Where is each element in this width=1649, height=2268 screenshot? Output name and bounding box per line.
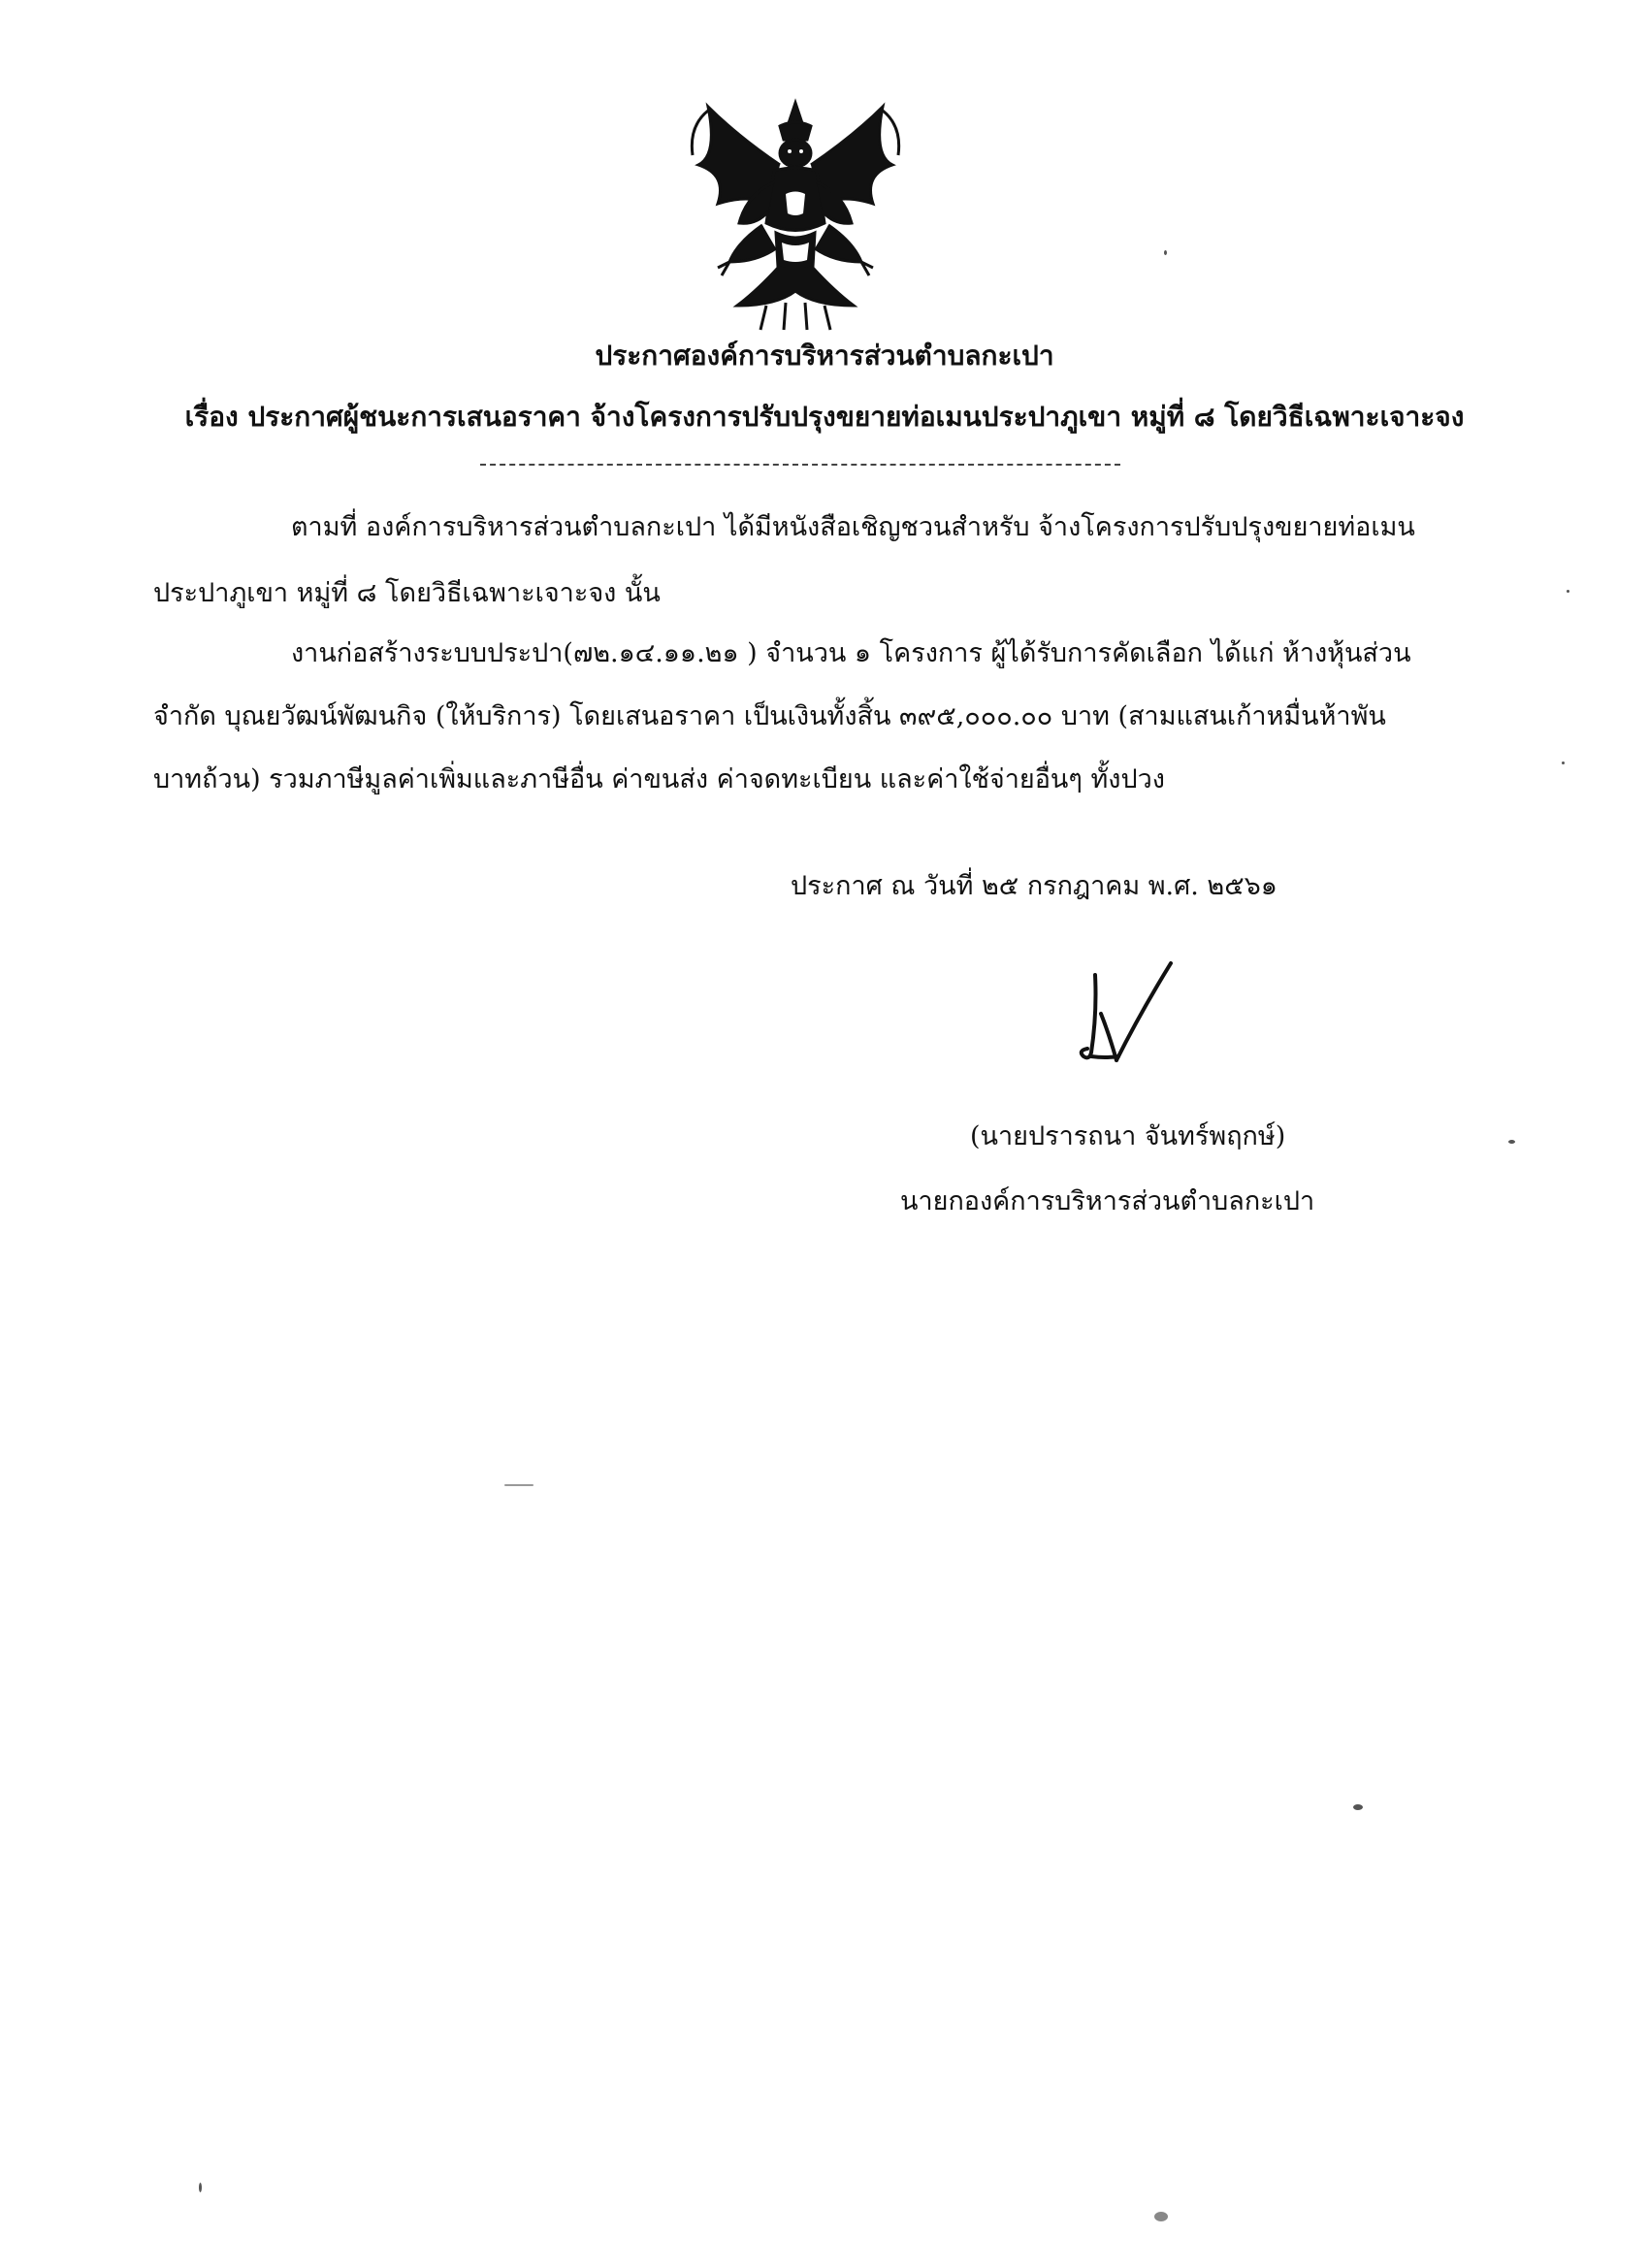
scan-speck	[1508, 1140, 1515, 1144]
paragraph-2-line-3: บาทถ้วน) รวมภาษีมูลค่าเพิ่มและภาษีอื่น ค่าขนส่ง ค่าจดทะเบียน และค่าใช้จ่ายอื่นๆ ทั้งปวง	[153, 764, 1165, 794]
scan-speck	[1164, 250, 1167, 255]
signer-title: นายกองค์การบริหารส่วนตำบลกะเปา	[900, 1186, 1315, 1216]
garuda-emblem-icon	[679, 97, 912, 335]
paragraph-2-line-2: จำกัด บุณยวัฒน์พัฒนกิจ (ให้บริการ) โดยเสนอราคา เป็นเงินทั้งสิ้น ๓๙๕,๐๐๐.๐๐ บาท (สามแสนเก้าหมื่นห้าพัน	[153, 701, 1386, 731]
scan-speck	[1562, 761, 1565, 764]
scan-speck	[199, 2183, 202, 2192]
scan-speck	[1353, 1804, 1363, 1810]
announcement-subject: เรื่อง ประกาศผู้ชนะการเสนอราคา จ้างโครงการปรับปรุงขยายท่อเมนประปาภูเขา หมู่ที่ ๘ โดยวิธีเฉพาะเจาะจง	[184, 401, 1465, 433]
scan-speck	[1567, 590, 1569, 593]
organization-title: ประกาศองค์การบริหารส่วนตำบลกะเปา	[595, 340, 1054, 372]
paragraph-1-line-2: ประปาภูเขา หมู่ที่ ๘ โดยวิธีเฉพาะเจาะจง นั้น	[153, 578, 661, 608]
scan-speck	[1154, 2212, 1168, 2221]
announcement-date: ประกาศ ณ วันที่ ๒๕ กรกฎาคม พ.ศ. ๒๕๖๑	[791, 871, 1277, 901]
header-divider	[480, 464, 1120, 466]
handwritten-signature-icon	[1062, 956, 1193, 1082]
signer-name: (นายปรารถนา จันทร์พฤกษ์)	[970, 1121, 1286, 1151]
paragraph-1-line-1: ตามที่ องค์การบริหารส่วนตำบลกะเปา ได้มีหนังสือเชิญชวนสำหรับ จ้างโครงการปรับปรุงขยายท่อเมน	[291, 512, 1415, 542]
paragraph-2-line-1: งานก่อสร้างระบบประปา(๗๒.๑๔.๑๑.๒๑ ) จำนวน ๑ โครงการ ผู้ได้รับการคัดเลือก ได้แก่ ห้างหุ้นส่วน	[291, 638, 1411, 668]
scan-speck	[504, 1484, 534, 1486]
